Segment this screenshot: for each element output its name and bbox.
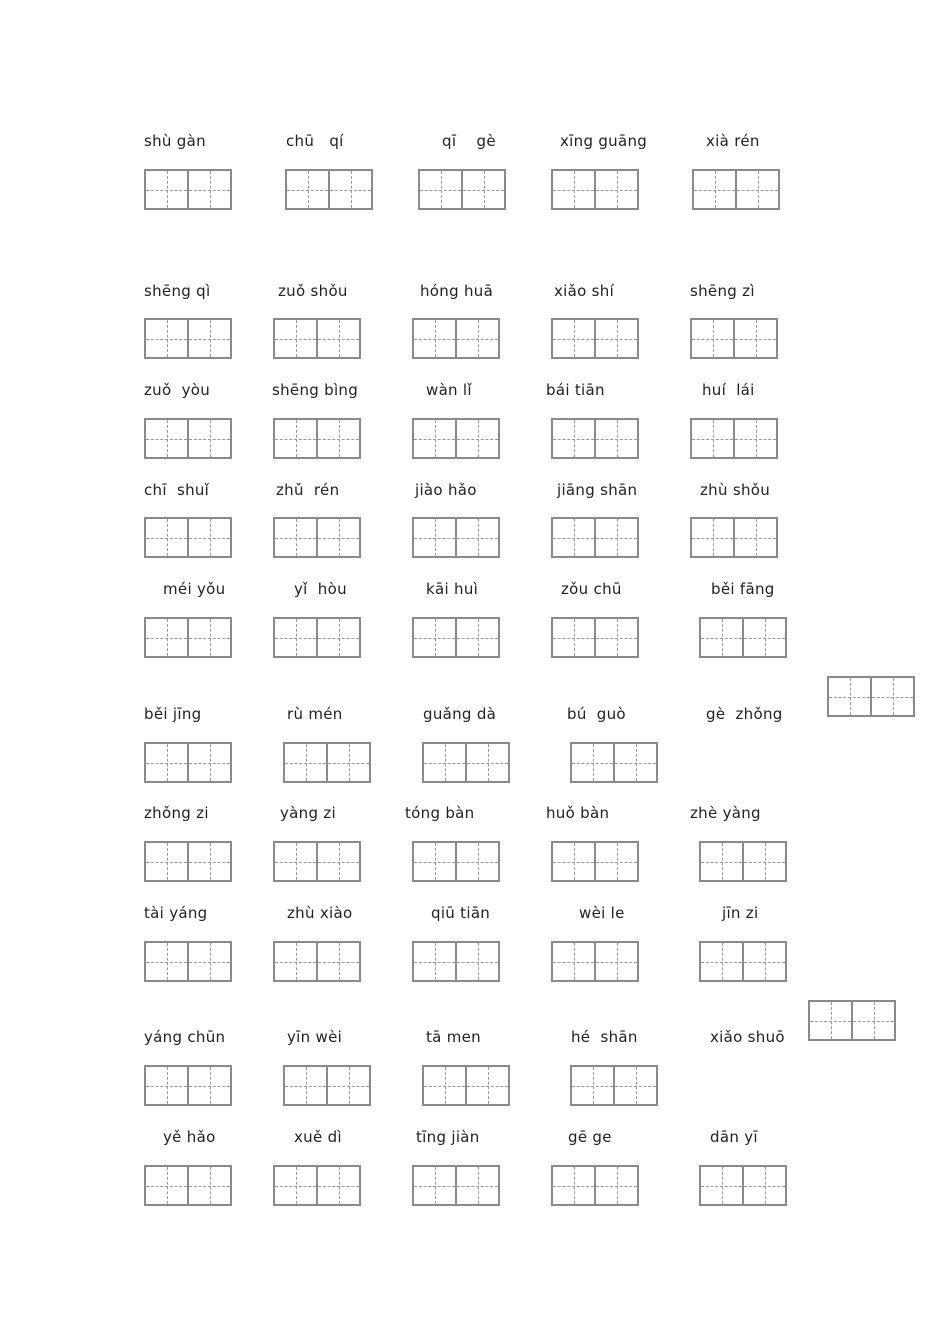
character-writing-box (551, 1165, 639, 1206)
pinyin-label: zuǒ yòu (144, 381, 211, 399)
character-writing-box (273, 1165, 361, 1206)
writing-cell (146, 420, 187, 457)
character-writing-box (144, 1165, 232, 1206)
pinyin-label: xiǎo shí (554, 282, 615, 300)
character-writing-box (144, 318, 232, 359)
writing-cell (455, 420, 498, 457)
character-writing-box (699, 941, 787, 982)
pinyin-label: wèi le (579, 904, 625, 922)
writing-cell (594, 171, 637, 208)
writing-cell (733, 519, 776, 556)
pinyin-label: bái tiān (546, 381, 605, 399)
writing-cell (594, 320, 637, 357)
pinyin-label: zuǒ shǒu (278, 282, 348, 300)
writing-cell (285, 744, 326, 781)
character-writing-box (273, 318, 361, 359)
writing-cell (461, 171, 504, 208)
writing-cell (455, 519, 498, 556)
writing-cell (187, 519, 230, 556)
writing-cell (424, 1067, 465, 1104)
writing-cell (326, 1067, 369, 1104)
writing-cell (553, 619, 594, 656)
writing-cell (465, 744, 508, 781)
writing-cell (553, 943, 594, 980)
writing-cell (187, 744, 230, 781)
character-writing-box (283, 1065, 371, 1106)
writing-cell (420, 171, 461, 208)
writing-cell (414, 943, 455, 980)
writing-cell (187, 320, 230, 357)
writing-cell (146, 1167, 187, 1204)
writing-cell (287, 171, 328, 208)
writing-cell (829, 678, 870, 715)
writing-cell (742, 943, 785, 980)
writing-cell (275, 943, 316, 980)
writing-cell (316, 943, 359, 980)
writing-cell (275, 619, 316, 656)
pinyin-label: gē ge (568, 1128, 612, 1146)
writing-cell (146, 744, 187, 781)
character-writing-box (412, 617, 500, 658)
character-writing-box (283, 742, 371, 783)
writing-cell (594, 519, 637, 556)
writing-cell (146, 1067, 187, 1104)
pinyin-label: dān yī (710, 1128, 758, 1146)
pinyin-label: qiū tiān (431, 904, 491, 922)
writing-cell (594, 420, 637, 457)
character-writing-box (551, 318, 639, 359)
character-writing-box (144, 617, 232, 658)
pinyin-label: yàng zi (280, 804, 337, 822)
writing-cell (810, 1002, 851, 1039)
character-writing-box (551, 517, 639, 558)
pinyin-label: zhè yàng (690, 804, 761, 822)
writing-cell (275, 1167, 316, 1204)
writing-cell (187, 420, 230, 457)
pinyin-label: shēng zì (690, 282, 755, 300)
writing-cell (455, 619, 498, 656)
writing-cell (146, 171, 187, 208)
character-writing-box (551, 941, 639, 982)
character-writing-box (412, 517, 500, 558)
pinyin-label: jīn zi (722, 904, 759, 922)
writing-cell (316, 519, 359, 556)
character-writing-box (412, 318, 500, 359)
character-writing-box (699, 841, 787, 882)
writing-cell (414, 1167, 455, 1204)
character-writing-box (273, 517, 361, 558)
character-writing-box (144, 742, 232, 783)
character-writing-box (551, 617, 639, 658)
writing-cell (553, 171, 594, 208)
character-writing-box (808, 1000, 896, 1041)
writing-cell (187, 1067, 230, 1104)
writing-cell (553, 1167, 594, 1204)
writing-cell (455, 843, 498, 880)
writing-cell (414, 320, 455, 357)
pinyin-label: chū qí (286, 132, 344, 150)
character-writing-box (690, 318, 778, 359)
pinyin-label: xiǎo shuō (710, 1028, 785, 1046)
pinyin-label: shēng qì (144, 282, 211, 300)
character-writing-box (551, 841, 639, 882)
writing-cell (553, 843, 594, 880)
writing-cell (692, 519, 733, 556)
writing-cell (414, 420, 455, 457)
writing-cell (455, 943, 498, 980)
writing-cell (187, 943, 230, 980)
pinyin-label: běi jīng (144, 705, 202, 723)
writing-cell (146, 843, 187, 880)
writing-cell (455, 1167, 498, 1204)
writing-cell (187, 843, 230, 880)
character-writing-box (570, 742, 658, 783)
character-writing-box (570, 1065, 658, 1106)
writing-cell (465, 1067, 508, 1104)
writing-cell (146, 320, 187, 357)
character-writing-box (692, 169, 780, 210)
writing-cell (146, 519, 187, 556)
pinyin-label: xīng guāng (560, 132, 648, 150)
character-writing-box (144, 418, 232, 459)
writing-cell (275, 519, 316, 556)
pinyin-label: rù mén (287, 705, 343, 723)
writing-cell (733, 420, 776, 457)
writing-cell (553, 320, 594, 357)
writing-cell (870, 678, 913, 715)
writing-cell (326, 744, 369, 781)
pinyin-label: guǎng dà (423, 705, 497, 723)
pinyin-label: tā men (426, 1028, 481, 1046)
character-writing-box (699, 1165, 787, 1206)
pinyin-label: bú guò (567, 705, 626, 723)
pinyin-label: zhù xiào (287, 904, 353, 922)
character-writing-box (144, 169, 232, 210)
character-writing-box (273, 617, 361, 658)
pinyin-label: tài yáng (144, 904, 208, 922)
character-writing-box (690, 517, 778, 558)
pinyin-label: xuě dì (294, 1128, 342, 1146)
character-writing-box (412, 841, 500, 882)
character-writing-box (144, 841, 232, 882)
character-writing-box (273, 841, 361, 882)
pinyin-label: yáng chūn (144, 1028, 226, 1046)
pinyin-label: gè zhǒng (706, 705, 783, 723)
writing-cell (328, 171, 371, 208)
character-writing-box (144, 1065, 232, 1106)
writing-cell (316, 320, 359, 357)
writing-cell (742, 843, 785, 880)
writing-cell (701, 843, 742, 880)
writing-cell (285, 1067, 326, 1104)
pinyin-label: zhù shǒu (700, 481, 771, 499)
writing-cell (316, 619, 359, 656)
character-writing-box (273, 941, 361, 982)
writing-cell (594, 619, 637, 656)
writing-cell (553, 519, 594, 556)
writing-cell (553, 420, 594, 457)
writing-cell (742, 1167, 785, 1204)
writing-cell (414, 619, 455, 656)
pinyin-label: zhǔ rén (276, 481, 340, 499)
character-writing-box (827, 676, 915, 717)
character-writing-box (551, 169, 639, 210)
character-writing-box (422, 742, 510, 783)
writing-cell (316, 843, 359, 880)
pinyin-label: méi yǒu (163, 580, 226, 598)
character-writing-box (273, 418, 361, 459)
writing-cell (146, 619, 187, 656)
pinyin-label: jiào hǎo (415, 481, 477, 499)
writing-cell (613, 744, 656, 781)
writing-cell (316, 1167, 359, 1204)
writing-cell (851, 1002, 894, 1039)
writing-cell (414, 519, 455, 556)
writing-cell (187, 619, 230, 656)
writing-cell (455, 320, 498, 357)
pinyin-label: kāi huì (426, 580, 479, 598)
writing-cell (701, 1167, 742, 1204)
writing-cell (275, 320, 316, 357)
pinyin-label: tóng bàn (405, 804, 475, 822)
pinyin-label: yě hǎo (163, 1128, 216, 1146)
writing-cell (735, 171, 778, 208)
writing-cell (424, 744, 465, 781)
writing-cell (187, 171, 230, 208)
writing-cell (694, 171, 735, 208)
writing-cell (275, 843, 316, 880)
writing-cell (572, 744, 613, 781)
pinyin-label: zhǒng zi (144, 804, 209, 822)
writing-cell (594, 843, 637, 880)
pinyin-label: huí lái (702, 381, 755, 399)
pinyin-label: jiāng shān (557, 481, 638, 499)
writing-cell (572, 1067, 613, 1104)
writing-cell (733, 320, 776, 357)
character-writing-box (422, 1065, 510, 1106)
pinyin-label: hé shān (571, 1028, 638, 1046)
pinyin-label: běi fāng (711, 580, 775, 598)
pinyin-label: huǒ bàn (546, 804, 610, 822)
character-writing-box (418, 169, 506, 210)
writing-cell (742, 619, 785, 656)
character-writing-box (699, 617, 787, 658)
pinyin-label: hóng huā (420, 282, 494, 300)
writing-cell (594, 1167, 637, 1204)
character-writing-box (285, 169, 373, 210)
writing-cell (701, 943, 742, 980)
pinyin-label: shēng bìng (272, 381, 359, 399)
writing-cell (692, 420, 733, 457)
pinyin-label: wàn lǐ (426, 381, 472, 399)
pinyin-label: xià rén (706, 132, 760, 150)
pinyin-label: tīng jiàn (416, 1128, 480, 1146)
character-writing-box (412, 418, 500, 459)
writing-cell (275, 420, 316, 457)
writing-cell (316, 420, 359, 457)
writing-cell (594, 943, 637, 980)
character-writing-box (690, 418, 778, 459)
character-writing-box (412, 1165, 500, 1206)
pinyin-label: shù gàn (144, 132, 206, 150)
pinyin-label: chī shuǐ (144, 481, 210, 499)
writing-cell (146, 943, 187, 980)
character-writing-box (144, 517, 232, 558)
writing-cell (692, 320, 733, 357)
character-writing-box (412, 941, 500, 982)
writing-cell (613, 1067, 656, 1104)
character-writing-box (551, 418, 639, 459)
pinyin-label: zǒu chū (561, 580, 622, 598)
pinyin-label: yǐ hòu (294, 580, 347, 598)
writing-cell (701, 619, 742, 656)
writing-cell (187, 1167, 230, 1204)
pinyin-label: qī gè (442, 132, 496, 150)
pinyin-label: yīn wèi (287, 1028, 343, 1046)
character-writing-box (144, 941, 232, 982)
writing-cell (414, 843, 455, 880)
